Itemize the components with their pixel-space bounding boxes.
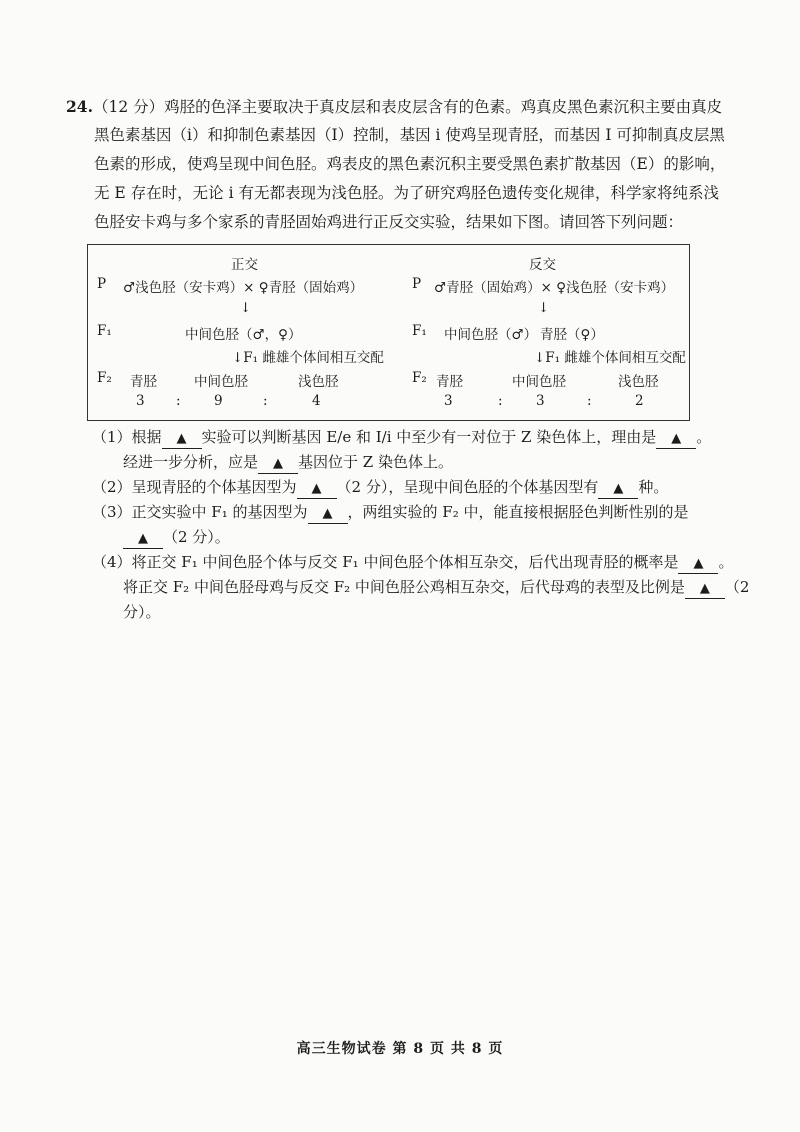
forward-p-cross: ♂浅色胫（安卡鸡）× ♀青胫（固始鸡） [123,280,364,296]
q2-line-1: （2）呈现青胫的个体基因型为 ▲ （2 分），呈现中间色胫的个体基因型有 ▲ 种。 [92,475,712,500]
answer-blank[interactable]: ▲ [678,555,718,574]
answer-blank[interactable]: ▲ [656,430,696,449]
forward-f1: 中间色胫（♂，♀） [185,327,302,343]
reverse-p-label: P [412,276,422,292]
forward-f1-note: ↓F₁ 雌雄个体间相互交配 [232,350,384,366]
answer-blank[interactable]: ▲ [308,505,348,524]
reverse-f2-head-intermediate: 中间色胫 [512,374,566,390]
question-24-stem [66,92,726,237]
forward-f2-label: F₂ [97,370,112,386]
forward-f1-label: F₁ [97,323,112,339]
reverse-ratio-sep-2: : [587,393,592,409]
reverse-f2-label: F₂ [412,370,427,386]
forward-ratio-sep-2: : [263,393,268,409]
stem-line-5: 色胫安卡鸡与多个家系的青胫固始鸡进行正反交实验，结果如下图。请回答下列问题： [94,213,684,231]
reverse-f1-note: ↓F₁ 雌雄个体间相互交配 [534,350,686,366]
reverse-p-cross: ♂青胫（固始鸡）× ♀浅色胫（安卡鸡） [434,280,675,296]
q3-line-2: ▲ （2 分）。 [92,525,712,550]
q1-line-1: （1）根据 ▲ 实验可以判断基因 E/e 和 I/i 中至少有一对位于 Z 染色体上，理由是 ▲ 。 [92,425,712,450]
forward-f2-head-green: 青胫 [130,374,157,390]
stem-line-4: 无 E 存在时，无论 i 有无都表现为浅色胫。为了研究鸡胫色遗传变化规律，科学家将纯系浅 [94,184,719,202]
reverse-f2-head-green: 青胫 [436,374,463,390]
answer-blank[interactable]: ▲ [258,455,298,474]
cross-diagram [87,244,690,421]
answer-blank[interactable]: ▲ [162,430,202,449]
answer-blank[interactable]: ▲ [123,530,163,549]
reverse-f1-female: 青胫（♀） [540,327,604,343]
reverse-ratio-intermediate: 3 [536,393,545,409]
forward-ratio-light: 4 [312,393,321,409]
sub-questions [92,425,750,625]
forward-ratio-green: 3 [136,393,145,409]
reverse-arrow: ↓ [538,300,550,316]
stem-line-2: 黑色素基因（i）和抑制色素基因（I）控制，基因 i 使鸡呈现青胫，而基因 I 可抑制真皮层黑 [94,126,725,144]
q4-line-1: （4）将正交 F₁ 中间色胫个体与反交 F₁ 中间色胫个体相互杂交，后代出现青胫的概率是 ▲ 。 [92,550,712,575]
forward-f2-head-light: 浅色胫 [298,374,339,390]
q4-line-2: 将正交 F₂ 中间色胫母鸡与反交 F₂ 中间色胫公鸡相互杂交，后代母鸡的表型及比例是 ▲ （2 [92,575,712,600]
forward-ratio-intermediate: 9 [214,393,223,409]
stem-line-1: 24.（12 分）鸡胫的色泽主要取决于真皮层和表皮层含有的色素。鸡真皮黑色素沉积主要由真皮 [66,97,723,116]
forward-ratio-sep-1: : [176,393,181,409]
q4-line-3: 分）。 [123,603,161,621]
forward-arrow: ↓ [240,300,252,316]
stem-line-3: 色素的形成，使鸡呈现中间色胫。鸡表皮的黑色素沉积主要受黑色素扩散基因（E）的影响， [94,155,726,173]
reverse-f1-male: 中间色胫（♂） [444,327,538,343]
reverse-f2-head-light: 浅色胫 [618,374,659,390]
reverse-cross-title: 反交 [529,257,556,273]
forward-f2-head-intermediate: 中间色胫 [194,374,248,390]
answer-blank[interactable]: ▲ [297,480,337,499]
forward-cross-title: 正交 [231,257,258,273]
answer-blank[interactable]: ▲ [598,480,638,499]
page-footer: 高三生物试卷 第 8 页 共 8 页 [296,1041,504,1057]
reverse-ratio-green: 3 [444,393,453,409]
answer-blank[interactable]: ▲ [685,580,725,599]
reverse-ratio-sep-1: : [498,393,503,409]
forward-p-label: P [97,276,107,292]
q1-line-2: 经进一步分析，应是 ▲ 基因位于 Z 染色体上。 [92,450,712,475]
reverse-f1-label: F₁ [412,323,427,339]
question-number: 24. [66,97,93,116]
q3-line-1: （3）正交实验中 F₁ 的基因型为 ▲ ，两组实验的 F₂ 中，能直接根据胫色判断性别的是 [92,500,712,525]
reverse-ratio-light: 2 [635,393,644,409]
